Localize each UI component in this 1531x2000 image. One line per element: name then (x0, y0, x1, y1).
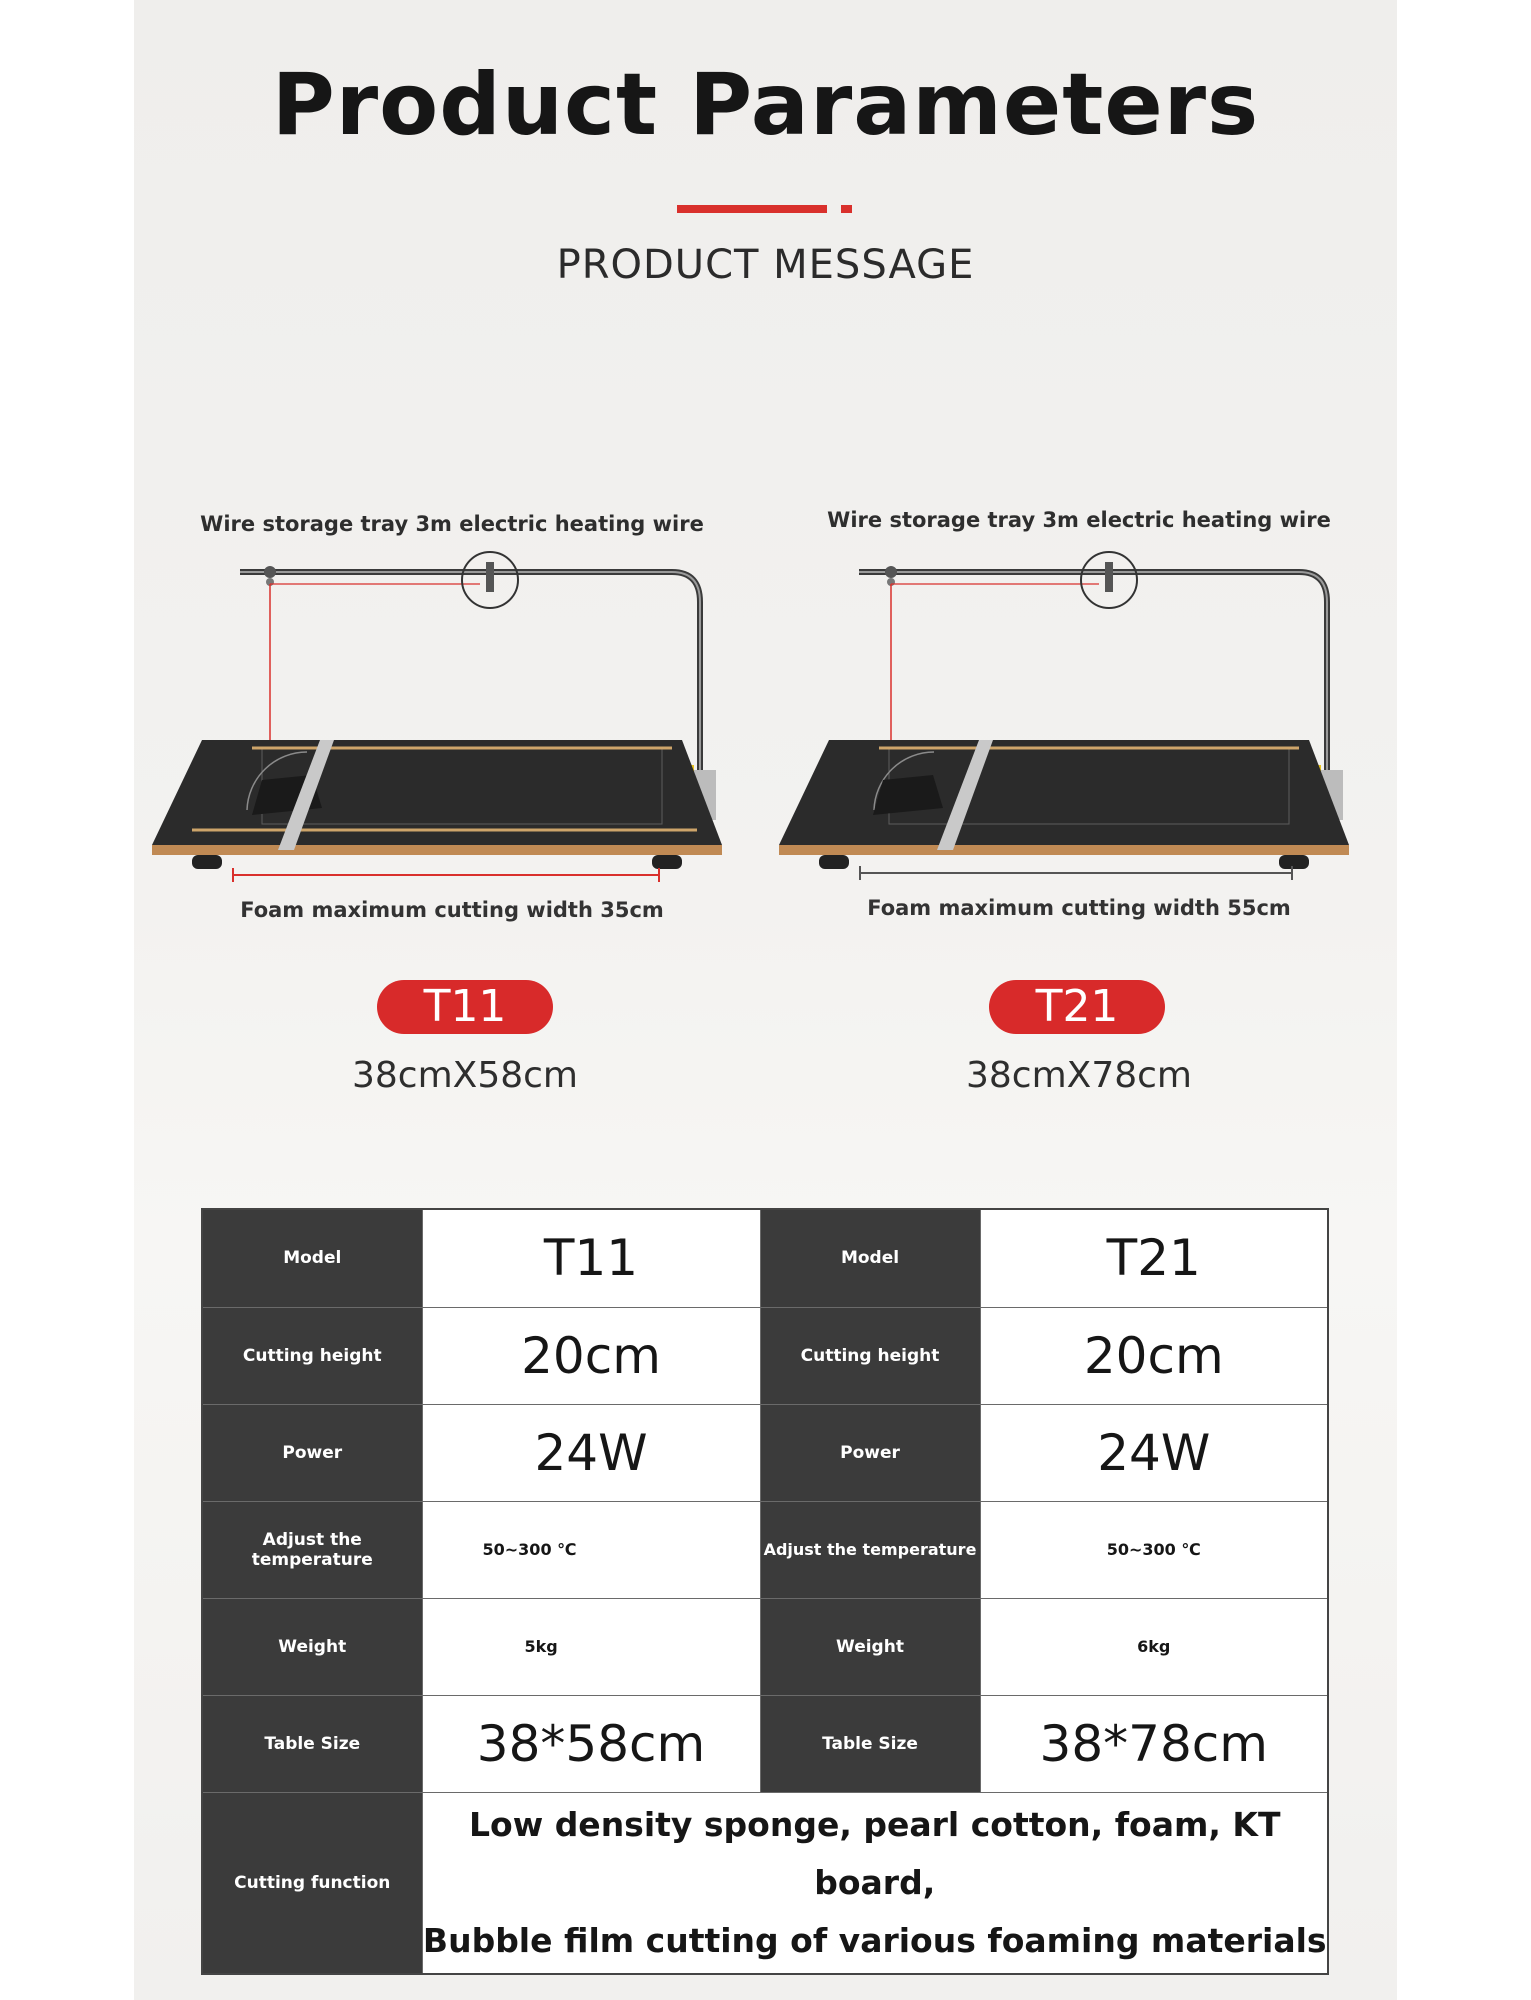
spec-value-t21: T21 (980, 1209, 1328, 1307)
spec-value-t11: 24W (422, 1404, 760, 1501)
table-row (202, 1792, 1328, 1974)
spec-value-t21: 24W (980, 1404, 1328, 1501)
cutting-function-line: Low density sponge, pearl cotton, foam, KT board, (469, 1804, 1281, 1902)
spec-label-text: Adjust the temperature (251, 1529, 373, 1570)
spec-label: Power (760, 1404, 980, 1501)
page-subtitle: PRODUCT MESSAGE (556, 242, 975, 288)
spec-label: Cutting function (202, 1792, 422, 1974)
spec-label: Table Size (760, 1695, 980, 1792)
cutting-width-label: Foam maximum cutting width 35cm (240, 898, 664, 922)
title-accent-bar (677, 205, 827, 213)
table-row (202, 1404, 1328, 1501)
spec-value-t11: 5kg (422, 1598, 760, 1695)
table-row (202, 1501, 1328, 1598)
title-accent-dot (841, 205, 852, 213)
spec-label: Weight (760, 1598, 980, 1695)
wire-label: Wire storage tray 3m electric heating wire (827, 508, 1331, 532)
spec-value-t21: 38*78cm (980, 1695, 1328, 1792)
spec-value-t21: 20cm (980, 1307, 1328, 1404)
foam-cutter-image (152, 540, 762, 870)
spec-label: Cutting height (202, 1307, 422, 1404)
cutting-function-value (422, 1792, 1328, 1974)
cutting-function-line: Bubble film cutting of various foaming materials (422, 1920, 1327, 1960)
page-title: Product Parameters (271, 55, 1260, 155)
spec-value-t21: 6kg (980, 1598, 1328, 1695)
spec-value-t11: 38*58cm (422, 1695, 760, 1792)
spec-label: Model (202, 1209, 422, 1307)
cutting-width-line (859, 872, 1293, 874)
table-row (202, 1209, 1328, 1307)
product-card-t11 (152, 500, 782, 1120)
spec-label: Weight (202, 1598, 422, 1695)
specs-table (201, 1208, 1329, 1975)
spec-label: Table Size (202, 1695, 422, 1792)
spec-value-t11: T11 (422, 1209, 760, 1307)
model-badge: T11 (377, 980, 553, 1034)
spec-label: Model (760, 1209, 980, 1307)
spec-label: Power (202, 1404, 422, 1501)
spec-value-t11: 20cm (422, 1307, 760, 1404)
foam-cutter-image (779, 540, 1389, 870)
cutting-width-line (232, 874, 660, 876)
spec-label: Adjust the temperature (760, 1501, 980, 1598)
model-size-label: 38cmX78cm (965, 1055, 1192, 1096)
table-row (202, 1307, 1328, 1404)
table-row (202, 1598, 1328, 1695)
spec-value-t21: 50~300 ℃ (980, 1501, 1328, 1598)
spec-label (202, 1501, 422, 1598)
cutting-width-label: Foam maximum cutting width 55cm (867, 896, 1291, 920)
model-badge: T21 (989, 980, 1165, 1034)
spec-label: Cutting height (760, 1307, 980, 1404)
spec-value-t11: 50~300 ℃ (422, 1501, 760, 1598)
product-card-t21 (779, 500, 1409, 1120)
wire-label: Wire storage tray 3m electric heating wire (200, 512, 704, 536)
model-size-label: 38cmX58cm (351, 1055, 578, 1096)
table-row (202, 1695, 1328, 1792)
